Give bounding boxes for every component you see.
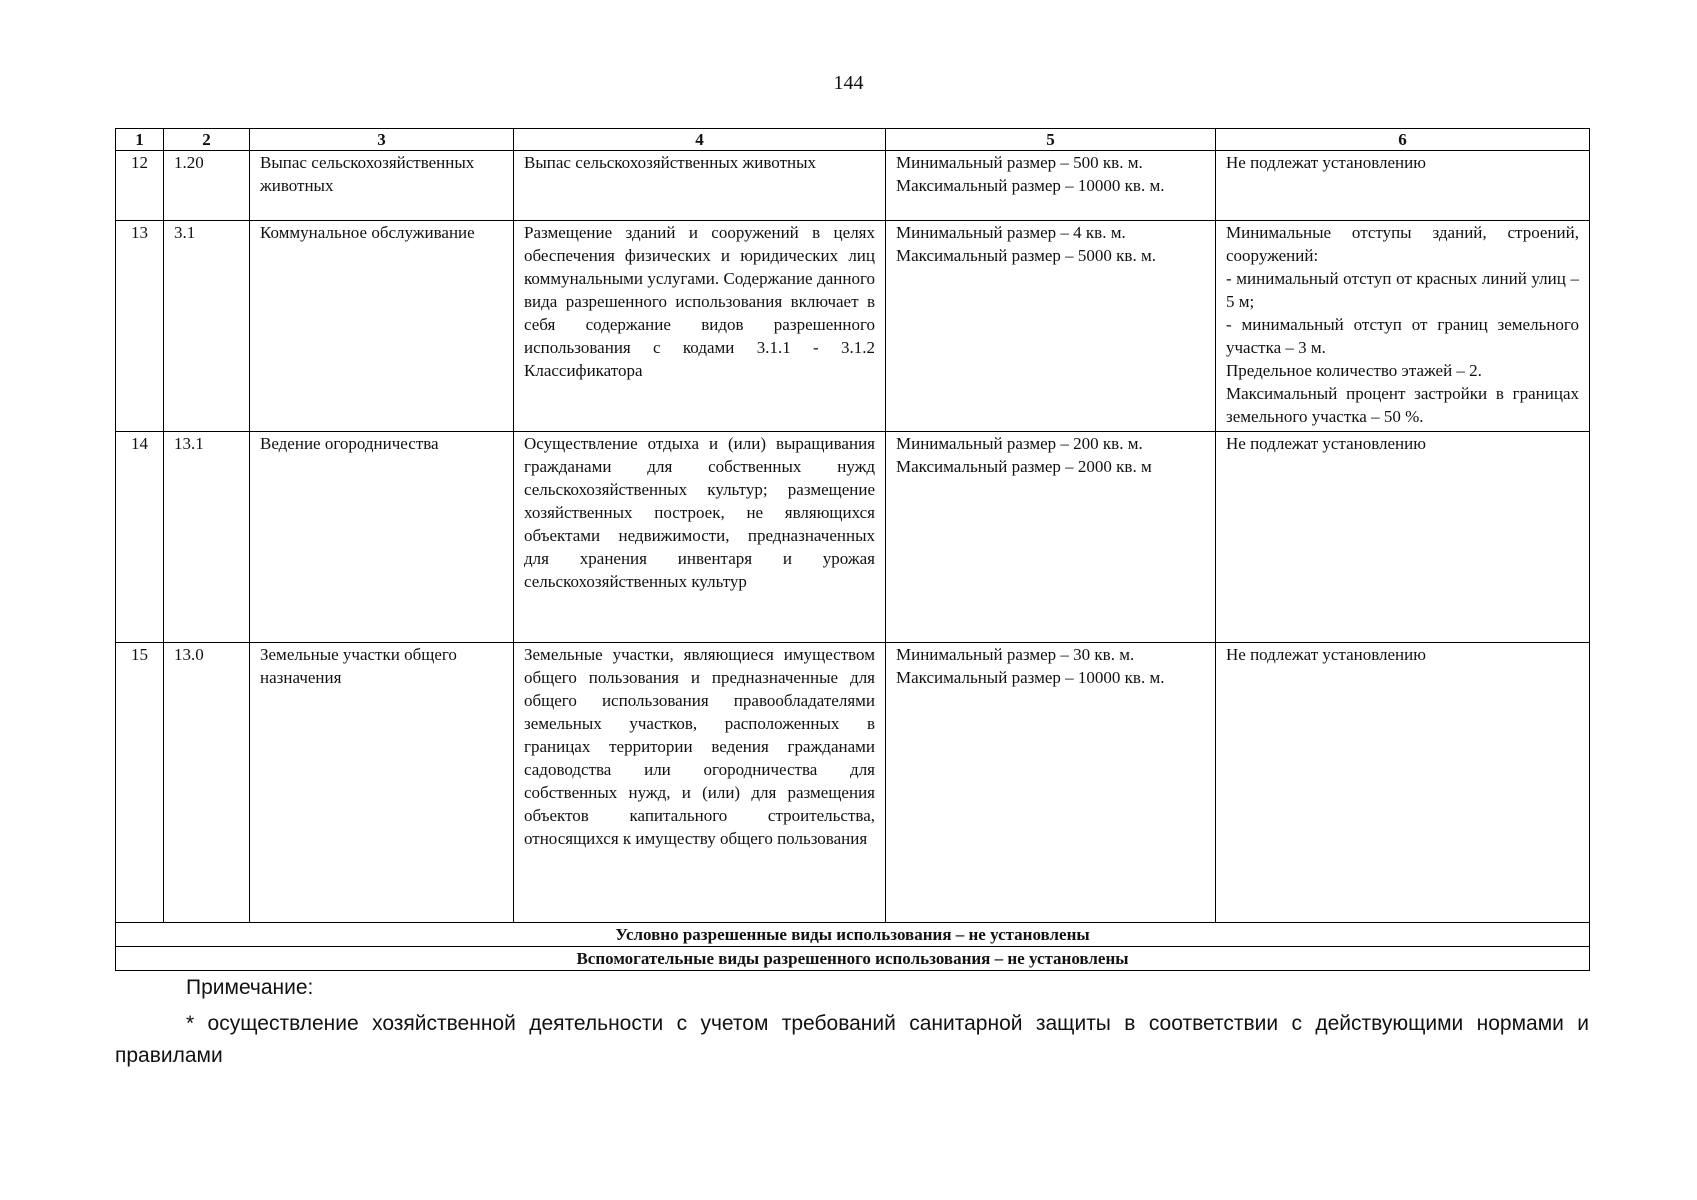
plot-size-cell (886, 151, 1216, 221)
column-header: 4 (514, 129, 886, 151)
params-text: Предельное количество этажей – 2. (1226, 361, 1482, 380)
min-size: Минимальный размер – 200 кв. м. (896, 434, 1143, 453)
auxiliary-uses-row (116, 947, 1590, 971)
conditional-uses-row (116, 923, 1590, 947)
auxiliary-uses-text: Вспомогательные виды разрешенного использования – не установлены (116, 947, 1590, 971)
use-description: Выпас сельскохозяйственных животных (514, 151, 886, 221)
plot-size-cell (886, 432, 1216, 643)
params-text: Максимальный процент застройки в границах земельного участка – 50 %. (1226, 384, 1579, 426)
row-number: 15 (116, 643, 164, 923)
max-size: Максимальный размер – 5000 кв. м. (896, 246, 1156, 265)
use-name: Коммунальное обслуживание (250, 221, 514, 432)
params-text: Минимальные отступы зданий, строений, сооружений: (1226, 223, 1579, 265)
column-header: 1 (116, 129, 164, 151)
column-header: 5 (886, 129, 1216, 151)
table-row (116, 432, 1590, 643)
column-header: 3 (250, 129, 514, 151)
row-number: 12 (116, 151, 164, 221)
plot-size-cell (886, 643, 1216, 923)
params-text: - минимальный отступ от красных линий улиц – 5 м; (1226, 269, 1579, 311)
min-size: Минимальный размер – 500 кв. м. (896, 153, 1143, 172)
min-size: Минимальный размер – 4 кв. м. (896, 223, 1126, 242)
max-size: Максимальный размер – 10000 кв. м. (896, 176, 1165, 195)
use-name: Выпас сельскохозяйственных животных (250, 151, 514, 221)
use-name: Земельные участки общего назначения (250, 643, 514, 923)
params-cell (1216, 151, 1590, 221)
land-use-table (115, 128, 1590, 971)
note-text: * осуществление хозяйственной деятельности с учетом требований санитарной защиты в соответствии с действующими нормами и правилами (115, 1012, 1589, 1067)
use-name: Ведение огородничества (250, 432, 514, 643)
table-row (116, 221, 1590, 432)
max-size: Максимальный размер – 2000 кв. м (896, 457, 1152, 476)
table-row (116, 151, 1590, 221)
use-code: 13.0 (164, 643, 250, 923)
max-size: Максимальный размер – 10000 кв. м. (896, 668, 1165, 687)
use-description: Осуществление отдыха и (или) выращивания гражданами для собственных нужд сельскохозяйственных культур; размещение хозяйственных построек, не являющихся объектами недвижимости, предназначенных для хранения инвентаря и урожая сельскохозяйственных культур (514, 432, 886, 643)
table-header-row (116, 129, 1590, 151)
use-description: Размещение зданий и сооружений в целях обеспечения физических и юридических лиц коммунальными услугами. Содержание данного вида разрешенного использования включает в себя содержание видов разрешенного использования с кодами 3.1.1 - 3.1.2 Классификатора (514, 221, 886, 432)
use-description: Земельные участки, являющиеся имуществом общего пользования и предназначенные для общего использования правообладателями земельных участков, расположенных в границах территории ведения гражданами садоводства или огородничества для собственных нужд, и (или) для размещения объектов капитального строительства, относящихся к имуществу общего пользования (514, 643, 886, 923)
params-cell (1216, 221, 1590, 432)
column-header: 2 (164, 129, 250, 151)
use-code: 13.1 (164, 432, 250, 643)
table-row (116, 643, 1590, 923)
column-header: 6 (1216, 129, 1590, 151)
params-text: Не подлежат установлению (1226, 434, 1426, 453)
use-code: 3.1 (164, 221, 250, 432)
params-text: Не подлежат установлению (1226, 153, 1426, 172)
min-size: Минимальный размер – 30 кв. м. (896, 645, 1135, 664)
row-number: 13 (116, 221, 164, 432)
row-number: 14 (116, 432, 164, 643)
params-cell (1216, 643, 1590, 923)
params-text: Не подлежат установлению (1226, 645, 1426, 664)
conditional-uses-text: Условно разрешенные виды использования – не установлены (116, 923, 1590, 947)
page-number: 144 (833, 72, 864, 94)
use-code: 1.20 (164, 151, 250, 221)
note-title: Примечание: (186, 976, 314, 999)
params-text: - минимальный отступ от границ земельного участка – 3 м. (1226, 315, 1579, 357)
plot-size-cell (886, 221, 1216, 432)
params-cell (1216, 432, 1590, 643)
